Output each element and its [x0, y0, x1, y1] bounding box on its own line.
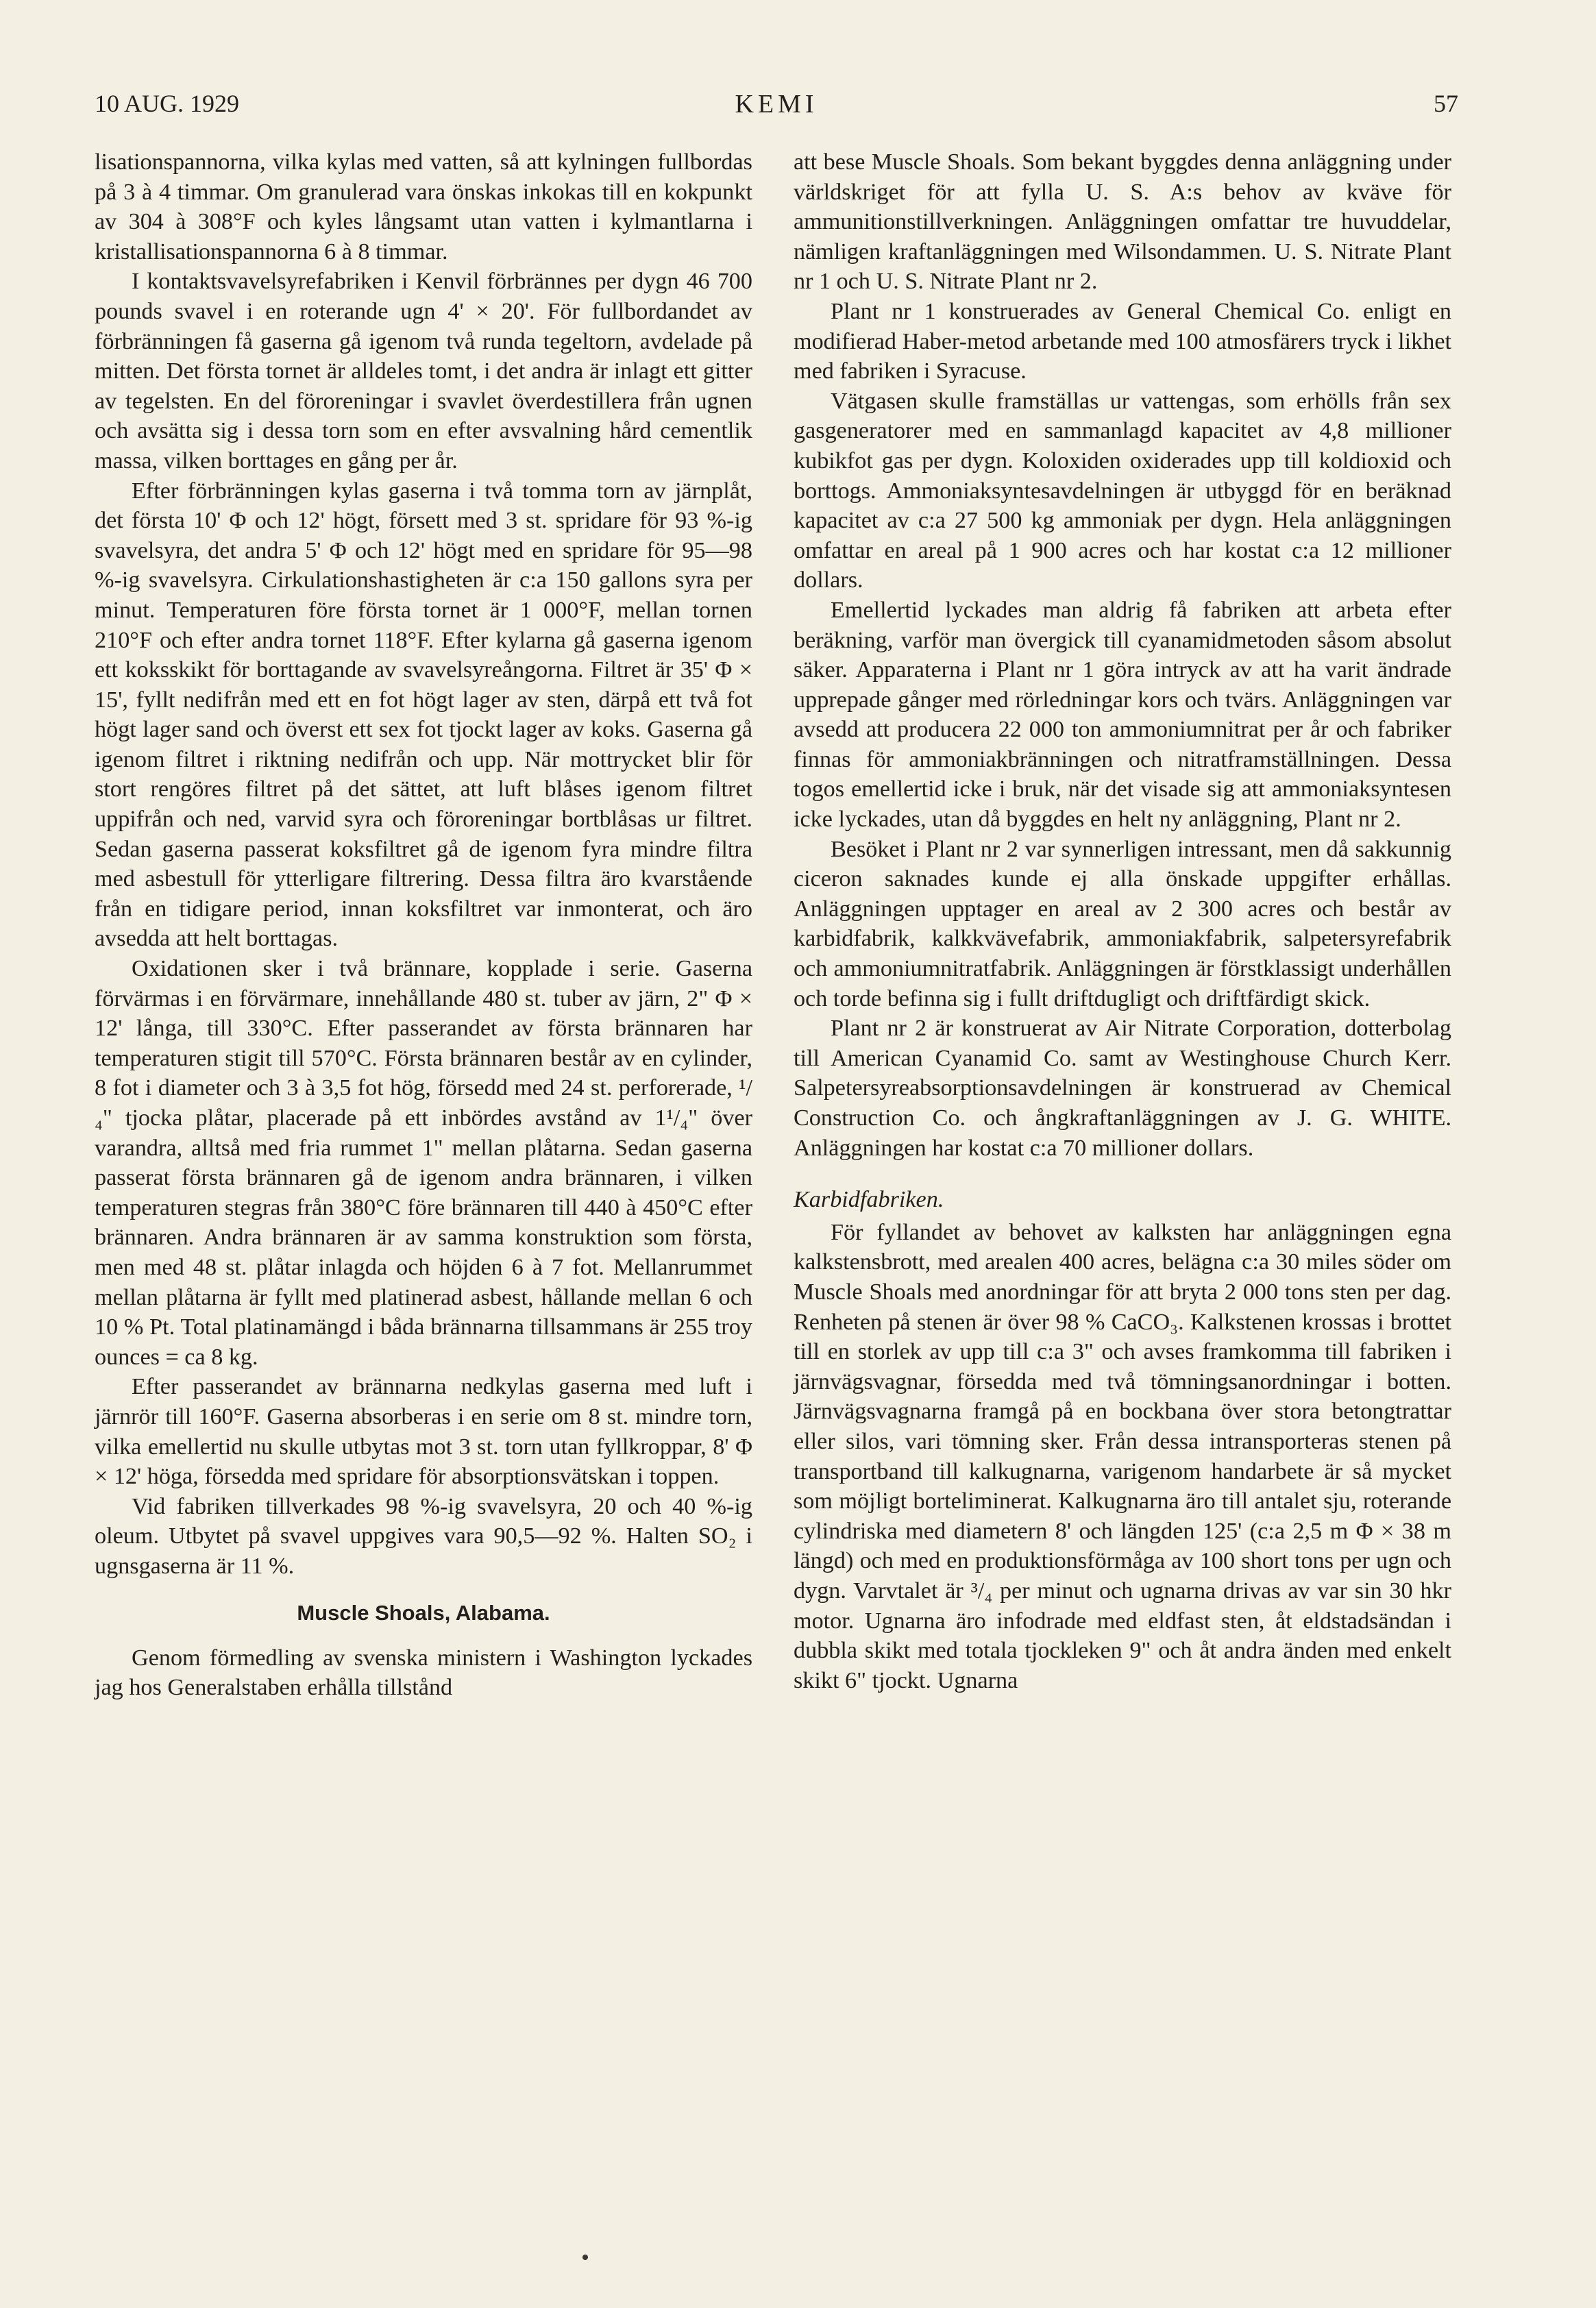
paragraph: Efter förbränningen kylas gaserna i två tomma torn av järnplåt, det första 10' Φ och 12' högt, försett med 3 st. spridare för 93 %-ig svavelsyra, det andra 5' Φ och 12' högt med en spridare för 95—98 %-ig svavelsyra. Cirkulationshastigheten är c:a 150 gallons syra per minut. Temperaturen före första tornet är 1 000°F, mellan tornen 210°F och efter andra tornet 118°F. Efter kylarna gå gaserna igenom ett koksskikt för borttagande av svavelsyreångorna. Filtret är 35' Φ × 15', fyllt nedifrån med ett en fot högt lager av sten, därpå ett två fot högt lager sand och överst ett sex fot tjockt lager av koks. Gaserna gå igenom filtret i riktning nedifrån och upp. När mottrycket blir för stort rengöres filtret på det sättet, att luft blåses igenom filtret uppifrån och ned, varvid syra och föroreningar bortblåsas ur filtret. Sedan gaserna passerat koksfiltret gå de igenom fyra mindre filtra med asbestull för ytterligare filtrering. Dessa filtra äro kvarstående från en tidigare period, innan koksfiltret var inmonterat, och äro avsedda att helt borttagas. — [95, 478, 752, 952]
paragraph: Emellertid lyckades man aldrig få fabriken att arbeta efter beräkning, varför man övergick till cyanamidmetoden såsom absolut säker. Apparaterna i Plant nr 1 göra intryck av att ha varit ändrade upprepade gånger med rörledningar kors och tvärs. Anläggningen var avsedd att producera 22 000 ton ammoniumnitrat per år och fabriker finnas för ammoniakbränningen och nitratframställningen. Dessa togos emellertid icke i bruk, när det visade sig att ammoniaksyntesen icke lyckades, utan då byggdes en helt ny anläggning, Plant nr 2. — [794, 597, 1451, 833]
subsection-heading: Karbidfabriken. — [794, 1187, 944, 1213]
print-speck — [582, 2255, 588, 2260]
paragraph: Plant nr 1 konstruerades av General Chemical Co. enligt en modifierad Haber-metod arbetande med 100 atmosfärers tryck i likhet med fabriken i Syracuse. — [794, 298, 1451, 384]
issue-date: 10 AUG. 1929 — [95, 90, 240, 117]
left-column — [95, 147, 752, 1703]
page-number: 57 — [1434, 90, 1458, 117]
section-heading: Muscle Shoals, Alabama. — [297, 1600, 550, 1625]
right-column — [794, 147, 1451, 1695]
paragraph: Plant nr 2 är konstruerat av Air Nitrate Corporation, dotterbolag till American Cyanamid Co. samt av Westinghouse Church Kerr. Salpetersyreabsorptionsavdelningen är konstruerad av Chemical Construction Co. och ångkraftanläggningen av J. G. WHITE. Anläggningen har kostat c:a 70 millioner dollars. — [794, 1016, 1451, 1161]
paragraph: Efter passerandet av brännarna nedkylas gaserna med luft i järnrör till 160°F. Gaserna absorberas i en serie om 8 st. mindre torn, vilka emellertid nu skulle utbytas mot 3 st. torn utan fyllkroppar, 8' Φ × 12' höga, försedda med spridare för absorptionsvätskan i toppen. — [95, 1374, 752, 1490]
paragraph: För fyllandet av behovet av kalksten har anläggningen egna kalkstensbrott, med arealen 400 acres, belägna c:a 30 miles söder om Muscle Shoals med anordningar för att bryta 2 000 tons sten per dag. Renheten på stenen är över 98 % CaCO₃. Kalkstenen krossas i brottet till en storlek av upp till c:a 3" och avses framkomma till fabriken i järnvägsvagnar, försedda med två tömningsanordningar i botten. Järnvägsvagnarna framgå på en bockbana över stora betongtrattar eller silos, vari tömning sker. Från dessa intransporteras stenen på transportband till kalkugnarna, varigenom handarbete är så mycket som möjligt borteliminerat. Kalkugnarna äro till antalet sju, roterande cylindriska med diametern 8' och längden 125' (c:a 2,5 m Φ × 38 m längd) och med en produktionsförmåga av 100 short tons per ugn och dygn. Varvtalet är ³/₄ per minut och ugnarna drivas av var sin 30 hkr motor. Ugnarna äro infodrade med eldfast sten, åt eldstadsändan i dubbla skikt med totala tjockleken 9" och åt andra änden med enkelt skikt 6" tjockt. Ugnarna — [794, 1219, 1451, 1693]
paragraph: Genom förmedling av svenska ministern i Washington lyckades jag hos Generalstaben erhålla tillstånd — [95, 1645, 752, 1701]
paragraph: I kontaktsvavelsyrefabriken i Kenvil förbrännes per dygn 46 700 pounds svavel i en roterande ugn 4' × 20'. För fullbordandet av förbränningen få gaserna gå igenom två runda tegeltorn, avdelade på mitten. Det första tornet är alldeles tomt, i det andra är inlagt ett gitter av tegelsten. En del föroreningar i svavlet överdestillera från ugnen och avsätta sig i dessa torn som en efter avsvalning hård cementlik massa, vilken borttages en gång per år. — [95, 269, 752, 474]
paragraph: Besöket i Plant nr 2 var synnerligen intressant, men då sakkunnig ciceron saknades kunde ej alla önskade uppgifter erhållas. Anläggningen upptager en areal av 2 300 acres och består av karbidfabrik, kalkkvävefabrik, ammoniakfabrik, salpetersyrefabrik och ammoniumnitratfabrik. Anläggningen är förstklassigt underhållen och torde befinna sig i fullt driftdugligt och driftfärdigt skick. — [794, 836, 1451, 1011]
journal-title: KEMI — [735, 90, 818, 119]
paragraph: Vid fabriken tillverkades 98 %-ig svavelsyra, 20 och 40 %-ig oleum. Utbytet på svavel uppgives vara 90,5—92 %. Halten SO₂ i ugnsgaserna är 11 %. — [95, 1493, 752, 1579]
page-header — [95, 89, 1458, 130]
paragraph: att bese Muscle Shoals. Som bekant byggdes denna anläggning under världskriget för att fylla U. S. A:s behov av kväve för ammunitionstillverkningen. Anläggningen omfattar tre huvuddelar, nämligen kraftanläggningen med Wilsondammen. U. S. Nitrate Plant nr 1 och U. S. Nitrate Plant nr 2. — [794, 149, 1451, 295]
paragraph: lisationspannorna, vilka kylas med vatten, så att kylningen fullbordas på 3 à 4 timmar. Om granulerad vara önskas inkokas till en kokpunkt av 304 à 308°F och kyles långsamt utan vatten i kylmantlarna i kristallisationspannorna 6 à 8 timmar. — [95, 149, 752, 265]
paragraph: Vätgasen skulle framställas ur vattengas, som erhölls från sex gasgeneratorer med en sammanlagd kapacitet av 4,8 millioner kubikfot gas per dygn. Koloxiden oxiderades upp till koldioxid och borttogs. Ammoniaksyntesavdelningen är utbyggd för en beräknad kapacitet av c:a 27 500 kg ammoniak per dygn. Hela anläggningen omfattar en areal på 1 900 acres och har kostat c:a 12 millioner dollars. — [794, 388, 1451, 593]
paragraph: Oxidationen sker i två brännare, kopplade i serie. Gaserna förvärmas i en förvärmare, innehållande 480 st. tuber av järn, 2" Φ × 12' långa, till 330°C. Efter passerandet av första brännaren har temperaturen stigit till 570°C. Första brännaren består av en cylinder, 8 fot i diameter och 3 à 3,5 fot hög, försedd med 24 st. perforerade, ¹/₄" tjocka plåtar, placerade på ett inbördes avstånd av 1¹/₄" över varandra, alltså med fria rummet 1" mellan plåtarna. Sedan gaserna passerat första brännaren gå de igenom andra brännaren, i vilken temperaturen stegras från 380°C före brännaren till 440 à 450°C efter brännaren. Andra brännaren är av samma konstruktion som första, men med 48 st. plåtar inlagda och höjden 6 à 7 fot. Mellanrummet mellan plåtarna är fyllt med platinerad asbest, hållande mellan 6 och 10 % Pt. Total platinamängd i båda brännarna tillsammans är 255 troy ounces = ca 8 kg. — [95, 956, 752, 1370]
